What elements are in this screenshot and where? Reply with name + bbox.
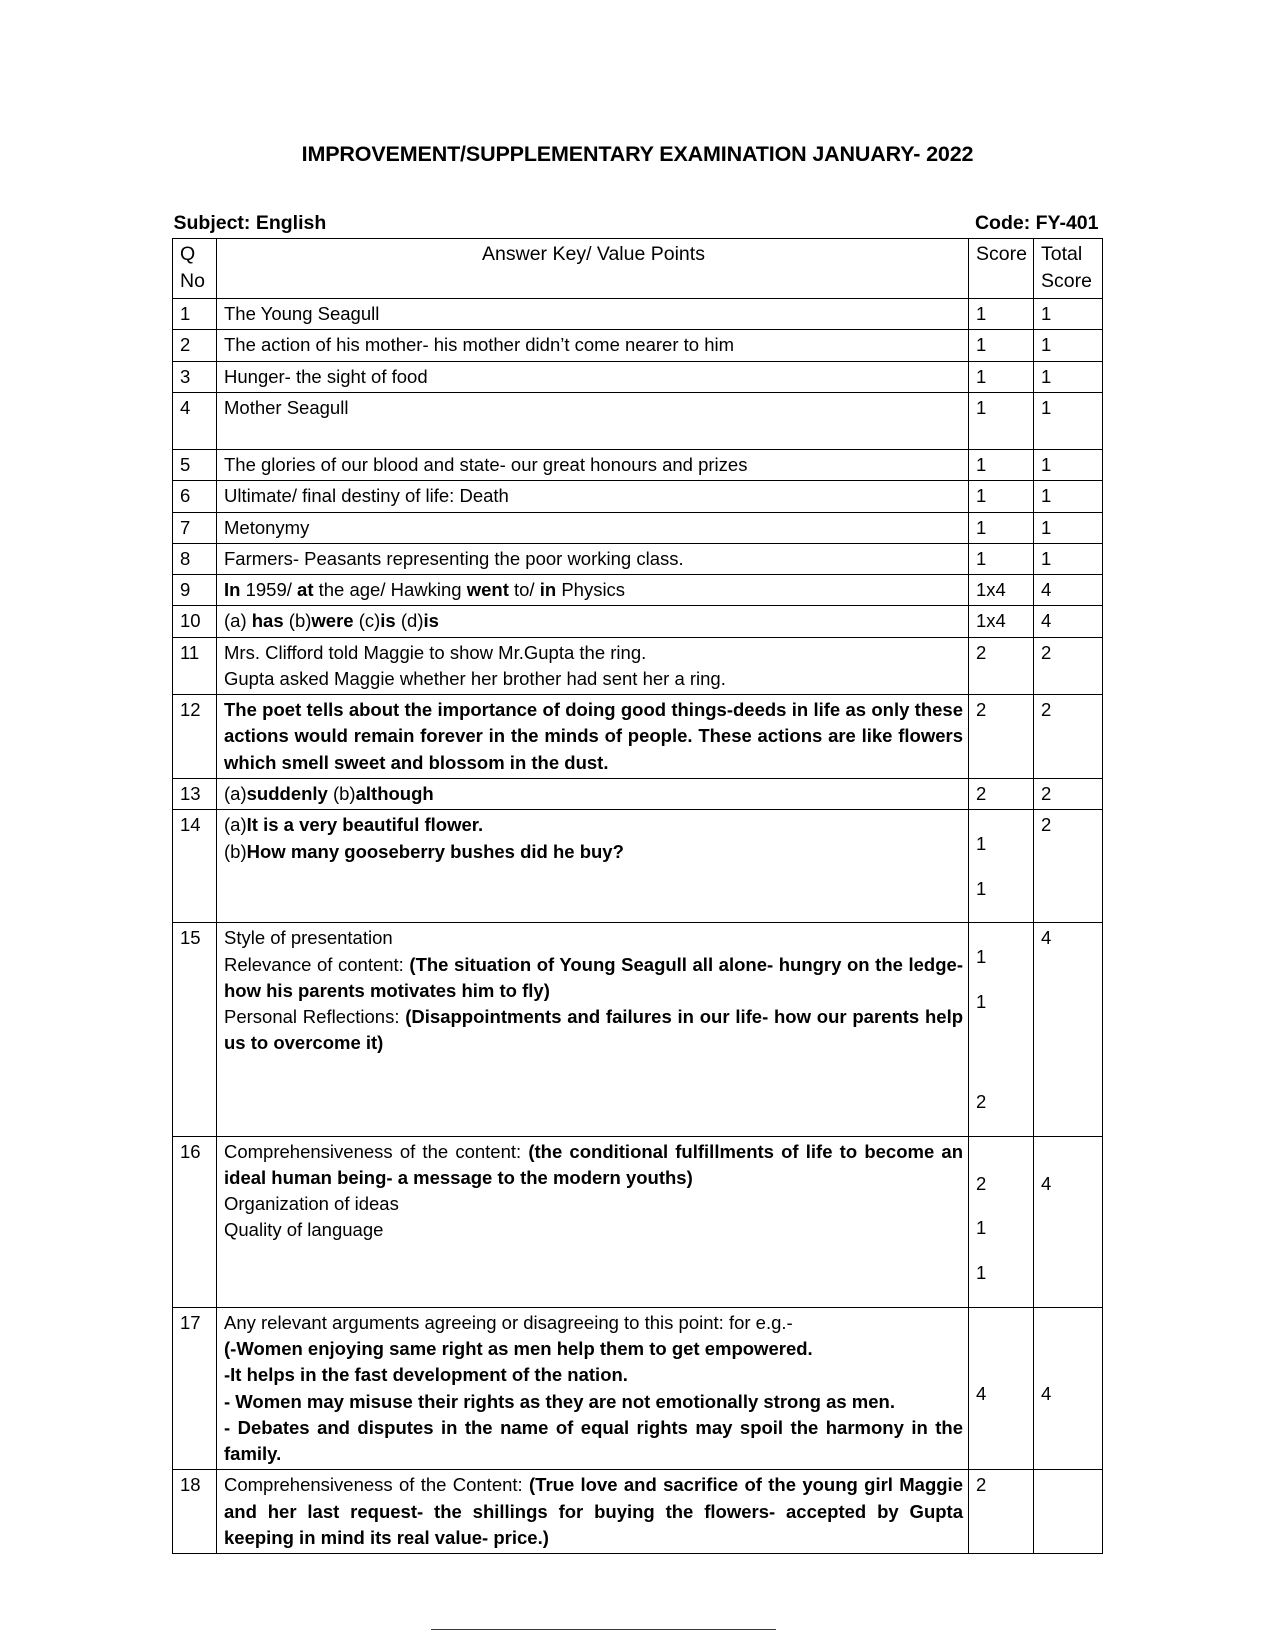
answer-part: suddenly <box>246 783 333 804</box>
criterion <box>224 1004 963 1057</box>
row-answer <box>217 1470 969 1554</box>
row-score: 1x4 <box>969 606 1034 637</box>
table-row <box>173 637 1103 695</box>
page-title: IMPROVEMENT/SUPPLEMENTARY EXAMINATION JANUARY- 2022 <box>301 142 974 166</box>
table-row <box>173 299 1103 330</box>
row-score: 1 <box>969 481 1034 512</box>
row-total: 2 <box>1034 695 1103 779</box>
row-qno: 3 <box>173 361 217 392</box>
answer-part: went <box>466 579 514 601</box>
row-qno: 13 <box>173 779 217 810</box>
row-answer <box>217 1307 969 1470</box>
criterion-score: 1 <box>976 1217 987 1239</box>
code-label: Code: FY-401 <box>974 211 1099 234</box>
row-score <box>969 810 1034 923</box>
row-qno: 16 <box>173 1136 217 1307</box>
row-answer <box>217 606 969 637</box>
criterion-detail: (The situation of Young Seagull all alone- hungry on the ledge- how his parents motivates him to fly) <box>224 953 963 1001</box>
row-total: 2 <box>1034 810 1103 923</box>
row-score <box>969 923 1034 1136</box>
row-total <box>1034 1307 1103 1470</box>
row-score: 1 <box>969 330 1034 361</box>
row-score: 1 <box>969 512 1034 543</box>
criterion <box>224 1139 963 1192</box>
row-answer: The glories of our blood and state- our great honours and prizes <box>217 450 969 481</box>
answer-part: In <box>224 579 246 601</box>
argument-bullet: - Debates and disputes in the name of equal rights may spoil the harmony in the family. <box>224 1416 963 1465</box>
answer-part: is <box>423 610 439 632</box>
row-score: 1 <box>969 543 1034 574</box>
answer-part: (b) <box>332 783 356 804</box>
criterion <box>224 1472 963 1551</box>
row-qno: 2 <box>173 330 217 361</box>
answer-line: Gupta asked Maggie whether her brother had sent her a ring. <box>224 667 726 689</box>
header-qno <box>173 238 217 298</box>
answer-part: is <box>380 610 401 632</box>
table-row <box>173 695 1103 779</box>
subline-score: 1 <box>976 832 987 854</box>
row-answer <box>217 637 969 695</box>
row-answer: Hunger- the sight of food <box>217 361 969 392</box>
table-row <box>173 1307 1103 1470</box>
answer-part: (a) <box>224 610 252 632</box>
answer-paragraph: The poet tells about the importance of doing good things-deeds in life as only these actions would remain forever in the minds of people. These actions are like flowers which smell sweet and blossom in the dust. <box>224 699 963 773</box>
answer-part: (d) <box>400 610 424 632</box>
criterion-score: 2 <box>976 1090 987 1112</box>
criterion-score: 1 <box>976 990 987 1012</box>
answer-line: Mrs. Clifford told Maggie to show Mr.Gupta the ring. <box>224 641 647 663</box>
answer-part: (a) <box>224 783 247 804</box>
answer-part: the age/ Hawking <box>318 579 467 601</box>
table-header-row <box>173 238 1103 298</box>
row-spacer <box>224 421 963 447</box>
row-answer <box>217 575 969 606</box>
row-total: 1 <box>1034 392 1103 449</box>
row-total <box>1034 1136 1103 1307</box>
row-qno: 12 <box>173 695 217 779</box>
header-qno-line1: Q <box>180 242 196 265</box>
answer-subline <box>224 839 963 865</box>
row-total: 1 <box>1034 450 1103 481</box>
header-score: Score <box>969 238 1034 298</box>
row-qno: 17 <box>173 1307 217 1470</box>
table-row <box>173 481 1103 512</box>
row-qno: 1 <box>173 299 217 330</box>
subline-text: It is a very beautiful flower. <box>246 814 484 836</box>
row-answer <box>217 923 969 1136</box>
subline-label: (b) <box>224 840 247 862</box>
row-qno: 4 <box>173 392 217 449</box>
criterion-score: 1 <box>976 945 987 967</box>
subline-text: How many gooseberry bushes did he buy? <box>246 840 624 862</box>
answer-key-table <box>172 238 1103 1555</box>
subject-label: Subject: English <box>173 211 327 234</box>
table-row <box>173 575 1103 606</box>
row-total: 2 <box>1034 779 1103 810</box>
row-answer <box>217 695 969 779</box>
subline-score: 1 <box>976 877 987 899</box>
header-total-line1: Total <box>1041 242 1083 265</box>
answer-part: to/ <box>514 579 540 601</box>
row-total: 1 <box>1034 512 1103 543</box>
argument-bullet: -It helps in the fast development of the nation. <box>224 1364 628 1386</box>
row-score <box>969 1307 1034 1470</box>
answer-part: in <box>539 579 562 601</box>
row-total: 1 <box>1034 543 1103 574</box>
table-row <box>173 923 1103 1136</box>
table-row <box>173 543 1103 574</box>
criterion-label: Relevance of content: <box>224 953 410 975</box>
table-row <box>173 606 1103 637</box>
row-qno: 11 <box>173 637 217 695</box>
row-answer: Farmers- Peasants representing the poor working class. <box>217 543 969 574</box>
row-answer <box>217 392 969 449</box>
row-total <box>1034 1470 1103 1554</box>
row-score-value: 4 <box>976 1382 987 1404</box>
table-row <box>173 330 1103 361</box>
row-total: 4 <box>1034 606 1103 637</box>
criterion-detail: (Disappointments and failures in our life- how our parents help us to overcome it) <box>224 1006 964 1054</box>
row-total: 1 <box>1034 330 1103 361</box>
criterion-detail: (the conditional fulfillments of life to become an ideal human being- a message to the modern youths) <box>224 1140 964 1188</box>
row-score: 2 <box>969 1470 1034 1554</box>
row-score: 1 <box>969 392 1034 449</box>
answer-key-body <box>173 299 1103 1554</box>
row-qno: 5 <box>173 450 217 481</box>
row-total-value: 4 <box>1041 1382 1052 1404</box>
argument-bullet: (-Women enjoying same right as men help them to get empowered. <box>224 1338 813 1360</box>
table-row <box>173 779 1103 810</box>
table-row <box>173 1470 1103 1554</box>
table-row <box>173 810 1103 923</box>
row-answer: Metonymy <box>217 512 969 543</box>
answer-part: has <box>251 610 289 632</box>
row-answer: The Young Seagull <box>217 299 969 330</box>
criterion-score: 2 <box>976 1172 987 1194</box>
row-qno: 6 <box>173 481 217 512</box>
row-score: 1x4 <box>969 575 1034 606</box>
row-answer: The action of his mother- his mother didn’t come nearer to him <box>217 330 969 361</box>
argument-intro: Any relevant arguments agreeing or disagreeing to this point: for e.g.- <box>224 1311 793 1333</box>
row-qno: 7 <box>173 512 217 543</box>
table-row <box>173 450 1103 481</box>
row-score: 2 <box>969 779 1034 810</box>
criterion-label: Comprehensiveness of the Content: <box>224 1474 529 1496</box>
row-answer <box>217 810 969 923</box>
header-answer-key: Answer Key/ Value Points <box>217 238 969 298</box>
criterion-score: 1 <box>976 1262 987 1284</box>
row-qno: 18 <box>173 1470 217 1554</box>
answer-part: 1959/ <box>245 579 298 601</box>
answer-part: Physics <box>561 579 626 601</box>
row-total: 4 <box>1034 923 1103 1136</box>
criterion <box>224 1217 963 1243</box>
answer-part: (c) <box>358 610 381 632</box>
row-answer-text: Mother Seagull <box>224 396 349 418</box>
row-total-value: 4 <box>1041 1172 1052 1194</box>
row-qno: 14 <box>173 810 217 923</box>
criterion-label: Organization of ideas <box>224 1193 399 1215</box>
answer-subline <box>224 812 963 838</box>
criterion-label: Comprehensiveness of the content: <box>224 1140 529 1162</box>
criterion-detail: (True love and sacrifice of the young girl Maggie and her last request- the shillings for buying the flowers- accepted by Gupta keeping in mind its real value- price.) <box>224 1474 963 1549</box>
footer-divider <box>431 1629 776 1630</box>
answer-part: were <box>311 610 359 632</box>
criterion-label: Style of presentation <box>224 927 393 949</box>
row-total: 2 <box>1034 637 1103 695</box>
table-row <box>173 392 1103 449</box>
row-score: 1 <box>969 450 1034 481</box>
row-answer <box>217 1136 969 1307</box>
criterion-label: Personal Reflections: <box>224 1006 406 1028</box>
answer-part: (b) <box>288 610 312 632</box>
row-answer <box>217 779 969 810</box>
row-score: 1 <box>969 299 1034 330</box>
argument-bullet: - Women may misuse their rights as they are not emotionally strong as men. <box>224 1390 895 1412</box>
header-qno-line2: No <box>180 270 205 293</box>
row-total: 1 <box>1034 299 1103 330</box>
header-total-line2: Score <box>1041 270 1092 293</box>
header-total-score <box>1034 238 1103 298</box>
table-row <box>173 361 1103 392</box>
table-row <box>173 1136 1103 1307</box>
row-answer: Ultimate/ final destiny of life: Death <box>217 481 969 512</box>
row-score: 2 <box>969 637 1034 695</box>
row-score <box>969 1136 1034 1307</box>
criterion <box>224 925 963 951</box>
table-row <box>173 512 1103 543</box>
criterion <box>224 1191 963 1217</box>
row-total: 1 <box>1034 481 1103 512</box>
answer-part: although <box>355 783 434 804</box>
row-score: 2 <box>969 695 1034 779</box>
row-total: 4 <box>1034 575 1103 606</box>
row-total: 1 <box>1034 361 1103 392</box>
criterion <box>224 952 963 1005</box>
criterion-label: Quality of language <box>224 1219 384 1241</box>
row-qno: 15 <box>173 923 217 1136</box>
row-qno: 9 <box>173 575 217 606</box>
row-qno: 10 <box>173 606 217 637</box>
subject-code-row <box>173 212 1103 235</box>
answer-part: at <box>297 579 319 601</box>
row-score: 1 <box>969 361 1034 392</box>
row-qno: 8 <box>173 543 217 574</box>
subline-label: (a) <box>224 814 247 836</box>
